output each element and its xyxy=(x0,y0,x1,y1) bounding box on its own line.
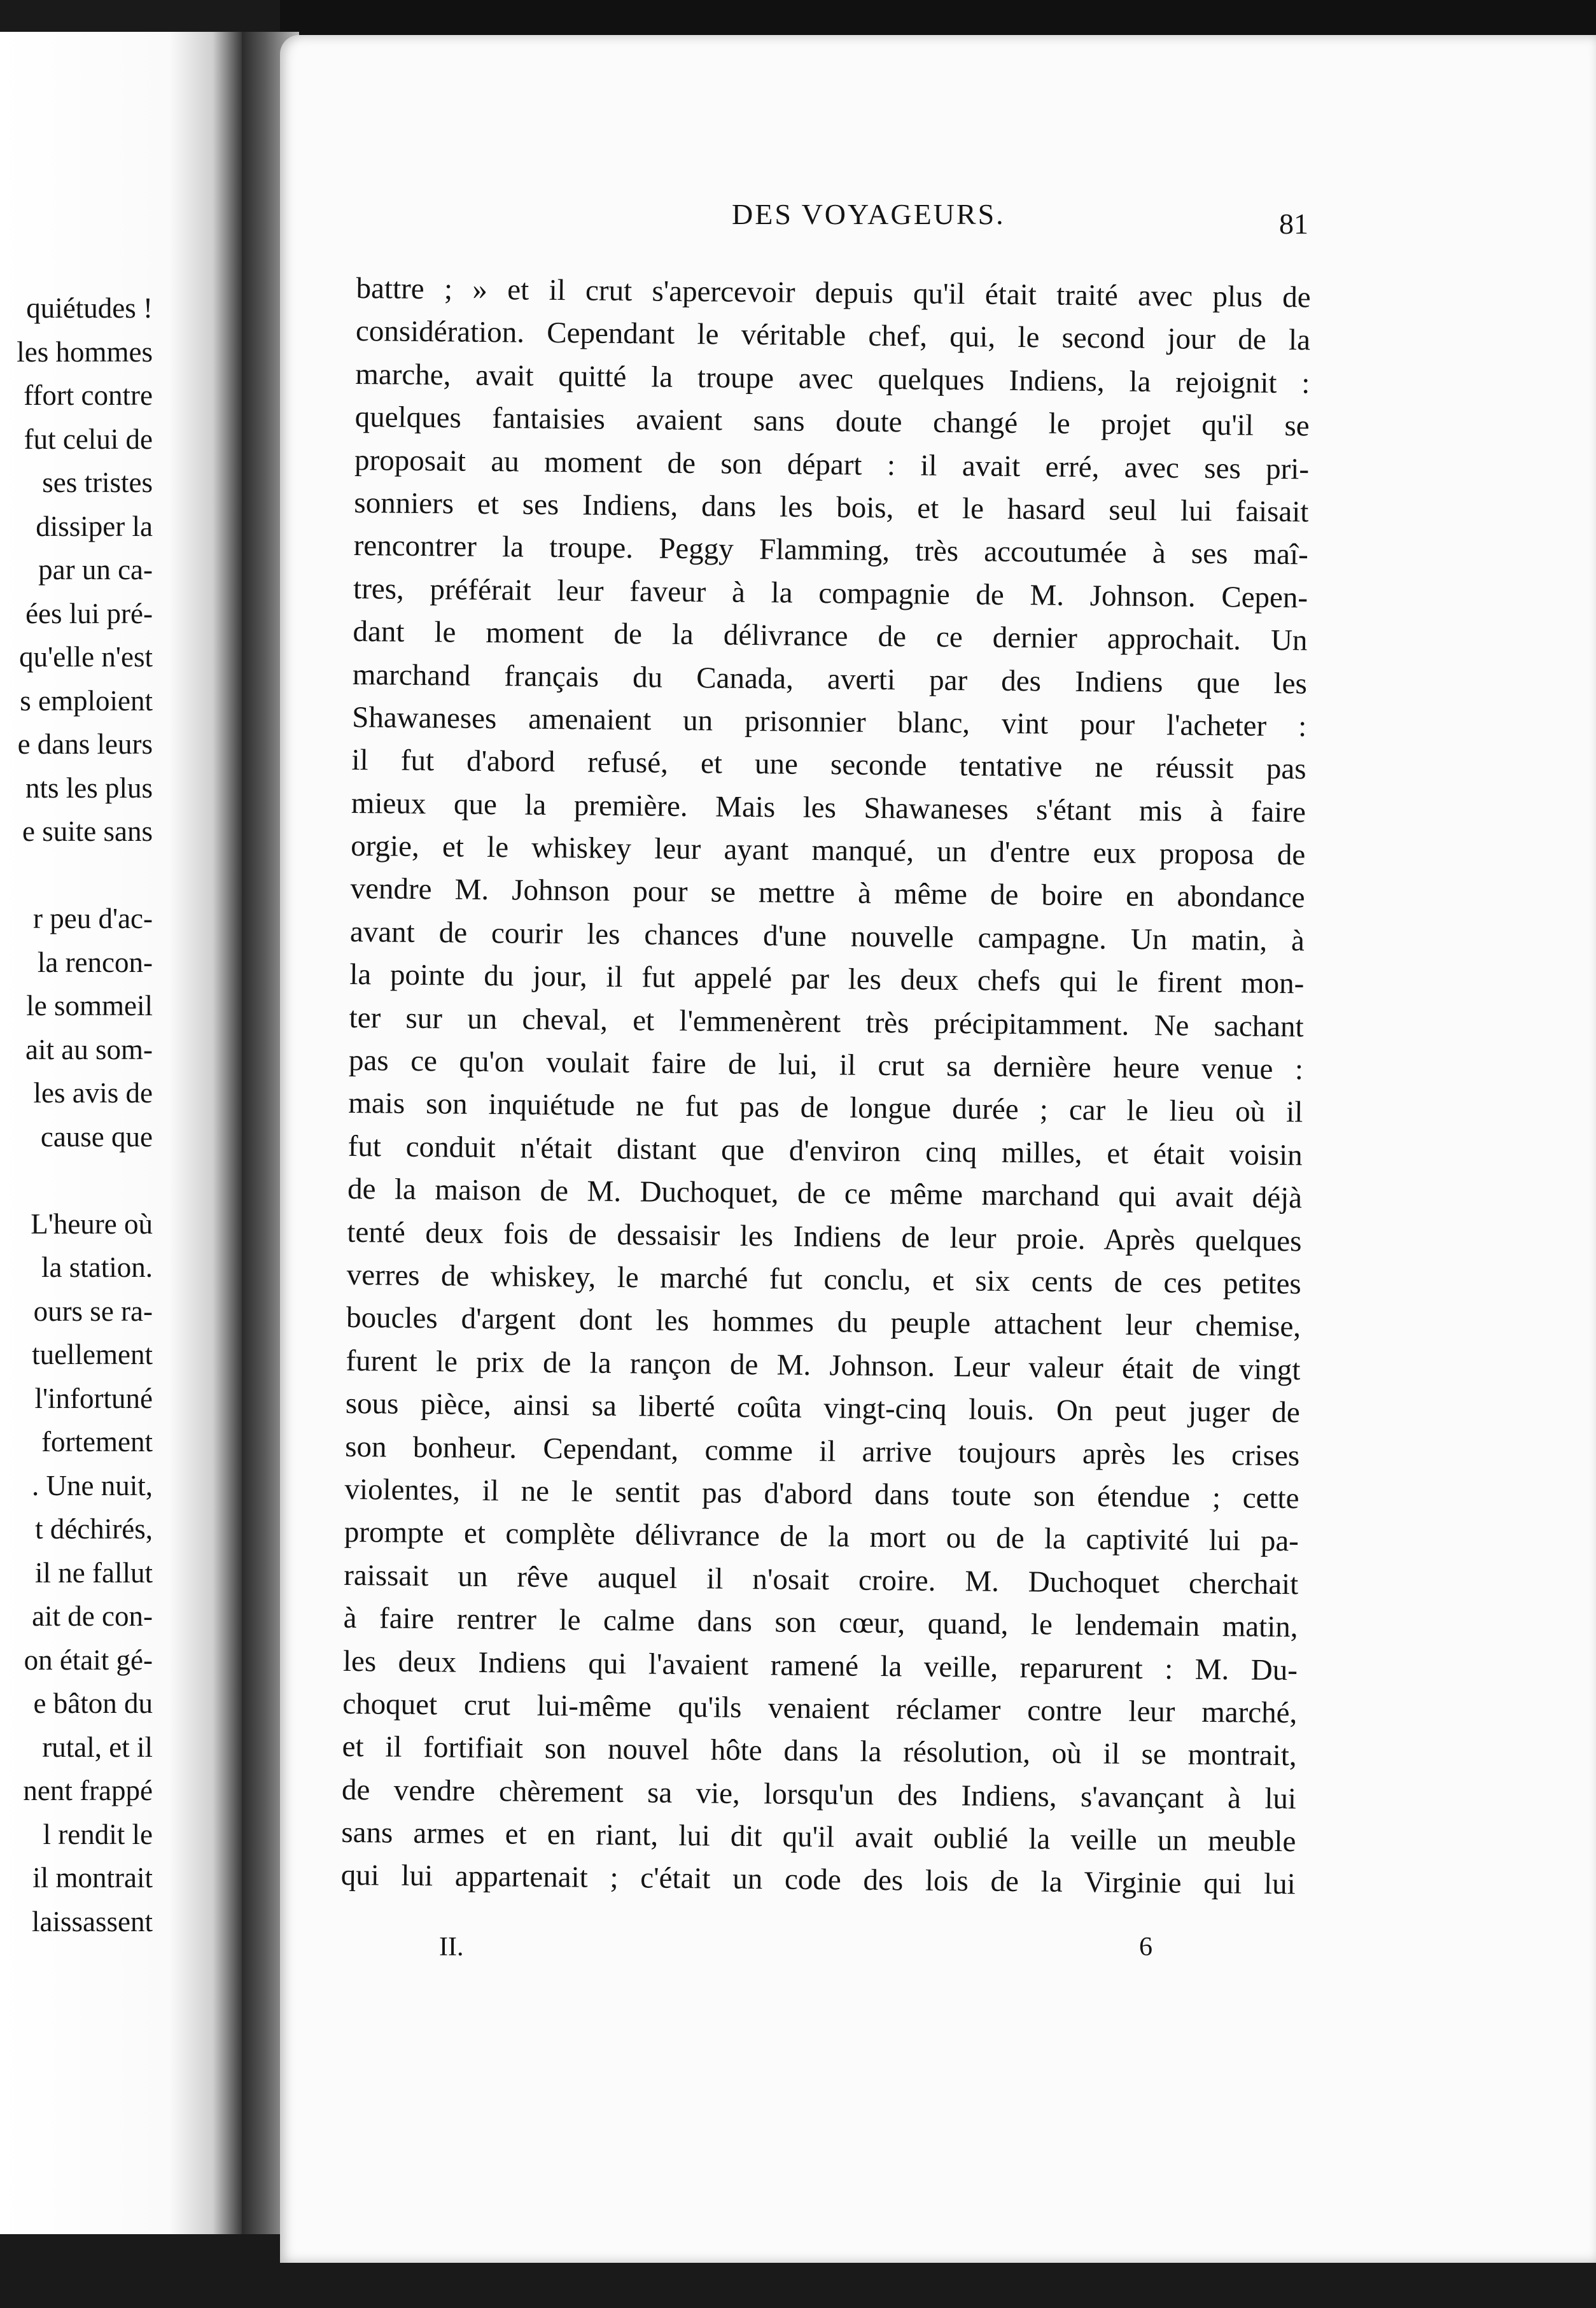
left-text-line: fut celui de xyxy=(24,423,153,455)
left-text-line: . Une nuit, xyxy=(32,1469,153,1502)
text-line: marche, avait quitté la troupe avec quelques Indiens, la rejoignit : xyxy=(355,357,1310,400)
left-text-line: ffort contre xyxy=(24,379,153,411)
text-line: de la maison de M. Duchoquet, de ce même marchand qui avait déjà xyxy=(347,1172,1303,1215)
left-text-line: par un ca- xyxy=(38,554,153,586)
gathering-number: 6 xyxy=(1139,1932,1152,1962)
text-line: qui lui appartenait ; c'était un code des lois de la Virginie qui lui xyxy=(340,1859,1296,1901)
left-page-text xyxy=(0,286,153,1943)
left-text-line: ait de con- xyxy=(32,1600,153,1632)
left-text-line: il montrait xyxy=(32,1862,153,1894)
left-text-line: qu'elle n'est xyxy=(19,641,153,673)
blank-line xyxy=(0,854,153,897)
left-text-line: il ne fallut xyxy=(35,1556,153,1589)
left-text-line: t déchirés, xyxy=(35,1513,153,1545)
left-text-line: tuellement xyxy=(32,1339,153,1370)
text-line: la pointe du jour, il fut appelé par les deux chefs qui le firent mon- xyxy=(349,958,1305,1001)
text-line: sonniers et ses Indiens, dans les bois, et le hasard seul lui faisait xyxy=(354,486,1309,529)
running-head: DES VOYAGEURS. xyxy=(732,198,1005,230)
left-text-line: la rencon- xyxy=(37,946,153,978)
left-text-line: l rendit le xyxy=(43,1818,153,1850)
left-text-line: e suite sans xyxy=(22,815,153,847)
body-text xyxy=(340,267,1311,1906)
text-line: quelques fantaisies avaient sans doute changé le projet qu'il se xyxy=(354,400,1310,443)
text-line: les deux Indiens qui l'avaient ramené la veille, reparurent : M. Du- xyxy=(342,1644,1298,1687)
left-text-line: rutal, et il xyxy=(42,1731,153,1763)
text-line: pas ce qu'on voulait faire de lui, il crut sa dernière heure venue : xyxy=(348,1043,1304,1087)
left-text-line: e bâton du xyxy=(33,1687,153,1719)
text-line: il fut d'abord refusé, et une seconde tentative ne réussit pas xyxy=(351,743,1306,786)
left-text-line: fortement xyxy=(41,1426,153,1458)
left-text-line: nts les plus xyxy=(25,771,153,804)
left-text-line: dissiper la xyxy=(36,510,153,542)
text-line: prompte et complète délivrance de la mort ou de la captivité lui pa- xyxy=(344,1516,1299,1558)
text-line: proposait au moment de son départ : il avait erré, avec ses pri- xyxy=(354,443,1310,486)
text-line: et il fortifiait son nouvel hôte dans la résolution, où il se montrait, xyxy=(342,1730,1297,1773)
page-number: 81 xyxy=(1279,208,1308,240)
left-text-line: cause que xyxy=(40,1120,153,1153)
text-line: son bonheur. Cependant, comme il arrive toujours après les crises xyxy=(344,1430,1300,1472)
signature-mark: II. xyxy=(439,1932,464,1962)
text-line: tres, préférait leur faveur à la compagnie de M. Johnson. Cepen- xyxy=(353,572,1308,615)
left-text-line: le sommeil xyxy=(26,990,153,1022)
text-line: sans armes et en riant, lui dit qu'il avait oublié la veille un meuble xyxy=(341,1815,1296,1859)
left-text-line: ées lui pré- xyxy=(25,597,153,630)
left-text-line: on était gé- xyxy=(24,1643,153,1676)
text-line: vendre M. Johnson pour se mettre à même de boire en abondance xyxy=(350,872,1305,915)
left-text-line: r peu d'ac- xyxy=(33,903,153,934)
text-line: tenté deux fois de dessaisir les Indiens de leur proie. Après quelques xyxy=(347,1215,1302,1258)
text-line: de vendre chèrement sa vie, lorsqu'un des Indiens, s'avançant à lui xyxy=(341,1773,1297,1815)
text-line: boucles d'argent dont les hommes du peuple attachent leur chemise, xyxy=(346,1301,1301,1344)
text-line: battre ; » et il crut s'apercevoir depuis qu'il était traité avec plus de xyxy=(356,271,1311,314)
text-line: orgie, et le whiskey leur ayant manqué, un d'entre eux proposa de xyxy=(351,829,1306,872)
text-line: considération. Cependant le véritable chef, qui, le second jour de la xyxy=(355,314,1311,357)
text-line: ter sur un cheval, et l'emmenèrent très précipitamment. Ne sachant xyxy=(349,1001,1304,1043)
left-text-line: la station. xyxy=(41,1251,153,1283)
left-text-line: ses tristes xyxy=(42,467,153,498)
left-text-line: l'infortuné xyxy=(34,1382,153,1414)
blank-line xyxy=(0,1158,153,1202)
scan-top-edge xyxy=(280,0,1596,38)
left-text-line: ait au som- xyxy=(25,1033,153,1066)
left-text-line: laissassent xyxy=(32,1905,153,1938)
text-line: Shawaneses amenaient un prisonnier blanc, vint pour l'acheter : xyxy=(351,700,1307,743)
text-line: raissait un rêve auquel il n'osait croire. M. Duchoquet cherchait xyxy=(344,1558,1299,1601)
text-line: marchand français du Canada, averti par des Indiens que les xyxy=(352,658,1308,700)
left-text-line: e dans leurs xyxy=(17,728,153,760)
left-page-fragment xyxy=(0,32,242,2234)
text-line: dant le moment de la délivrance de ce dernier approchait. Un xyxy=(353,615,1308,658)
text-line: fut conduit n'était distant que d'environ cinq milles, et était voisin xyxy=(347,1129,1303,1172)
left-text-line: les avis de xyxy=(33,1077,153,1109)
text-line: mais son inquiétude ne fut pas de longue durée ; car le lieu où il xyxy=(348,1087,1303,1129)
text-line: furent le prix de la rançon de M. Johnson. Leur valeur était de vingt xyxy=(346,1344,1301,1387)
left-text-line: ours se ra- xyxy=(33,1295,153,1327)
left-text-line: s emploient xyxy=(20,684,153,717)
text-line: à faire rentrer le calme dans son cœur, quand, le lendemain matin, xyxy=(343,1601,1298,1644)
text-line: sous pièce, ainsi sa liberté coûta vingt-cinq louis. On peut juger de xyxy=(345,1387,1301,1430)
text-line: verres de whiskey, le marché fut conclu, et six cents de ces petites xyxy=(346,1258,1301,1301)
left-text-line: les hommes xyxy=(17,335,153,368)
text-line: mieux que la première. Mais les Shawaneses s'étant mis à faire xyxy=(351,786,1306,829)
left-text-line: quiétudes ! xyxy=(26,292,153,324)
text-line: rencontrer la troupe. Peggy Flamming, très accoutumée à ses maî- xyxy=(353,529,1308,572)
left-text-line: nent frappé xyxy=(23,1775,153,1806)
text-line: avant de courir les chances d'une nouvelle campagne. Un matin, à xyxy=(349,915,1305,958)
text-line: choquet crut lui-même qu'ils venaient réclamer contre leur marché, xyxy=(342,1687,1298,1730)
text-line: violentes, il ne le sentit pas d'abord dans toute son étendue ; cette xyxy=(344,1472,1299,1516)
left-text-line: L'heure où xyxy=(31,1207,153,1240)
